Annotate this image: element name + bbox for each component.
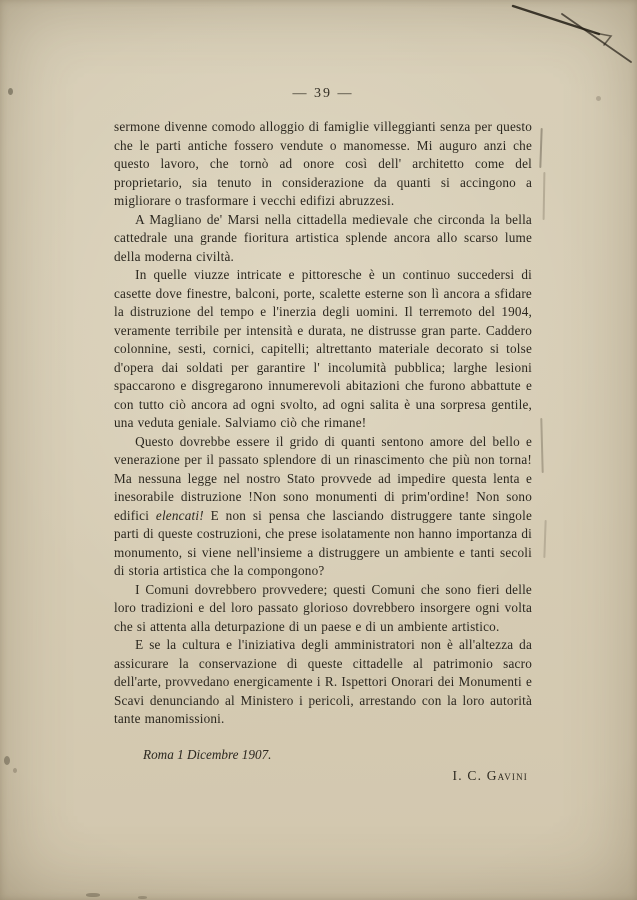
text-run: E non si pensa che lasciando distruggere tante singole parti di queste costruzioni, che prese isolatamente non hanno importanza di monumento, si viene nell'insieme a distruggere un ambiente e tanti secoli di storia artistica che la compongono? [114,507,532,578]
text-run: A Magliano de' Marsi nella cittadella medievale che circonda la bella cattedrale una grande fioritura artistica splende ancora allo scarso lume della moderna civiltà. [114,211,532,264]
text-block [114,86,532,786]
scan-speck [13,768,17,773]
scan-speck [86,893,100,897]
dateline: Roma 1 Dicembre 1907. [143,746,272,762]
margin-mark [543,520,546,558]
paragraph [114,118,532,211]
scan-speck [596,96,601,101]
text-run: E se la cultura e l'iniziativa degli amministratori non è all'altezza da assicurare la conservazione di queste cittadelle al patrimonio sacro dell'arte, provvedano energicamente i R. Ispettori Onorari dei Monumenti e Scavi denunciando al Ministero i pericoli, arrestando con la loro autorità tante manomissioni. [114,637,532,726]
italic-text-run: elencati! [155,507,204,523]
paragraph [114,636,532,729]
paragraph [114,211,532,267]
scan-speck [8,88,13,95]
scan-speck [138,896,147,899]
margin-mark [540,418,543,473]
text-run: I Comuni dovrebbero provvedere; questi Comuni che sono fieri delle loro tradizioni e del loro passato glorioso dovrebbero insorgere ogni volta che si attenta alla deturpazione di un paese e di un ambiente artistico. [114,581,532,634]
margin-mark [543,172,546,220]
text-run: Questo dovrebbe essere il grido di quanti sentono amore del bello e venerazione per il passato splendore di un rinascimento che più non torna! Ma nessuna legge nel nostro Stato provvede ad impedire questa lenta e inesorabile distruzione !Non sono monumenti di prim'ordine! Non sono edifici [114,433,532,523]
text-run: In quelle viuzze intricate e pittoresche è un continuo succedersi di casette dove finestre, balconi, porte, scalette esterne son lì ancora a sfidare la distruzione del tempo e l'inerzia degli uomini. Il terremoto del 1904, veramente terribile per intensità e durata, ne distrusse gran parte. Caddero colonnine, sesti, cornici, capitelli; altrettanto materiale decorato si tolse d'opera dai soldati per garantire l' incolumità pubblica; larghe lesioni spaccarono e disgregarono innumerevoli abitazioni che furono abbattute e con tutto ciò ancora ad ogni svolto, ad ogni salita è una sorpresa gentile, una veduta geniale. Salviamo ciò che rimane! [114,267,532,430]
author-signature: I. C. Gavini [452,768,528,783]
paragraph [114,266,532,433]
paragraphs [114,118,532,729]
ink-scratch-mark [507,0,637,75]
paragraph [114,433,532,581]
page-number: — 39 — [292,86,354,101]
margin-mark [539,128,542,168]
paragraph [114,581,532,637]
text-run: sermone divenne comodo alloggio di famiglie villeggianti senza per questo che le parti antiche fossero vendute o manomesse. Mi auguro anzi che questo lavoro, che tornò ad onore così dell' architetto come del proprietario, sia tenuto in considerazione da quanti si accingono a migliorare o trasformare i vecchi edifizi abruzzesi. [114,119,532,208]
scan-speck [4,756,10,765]
